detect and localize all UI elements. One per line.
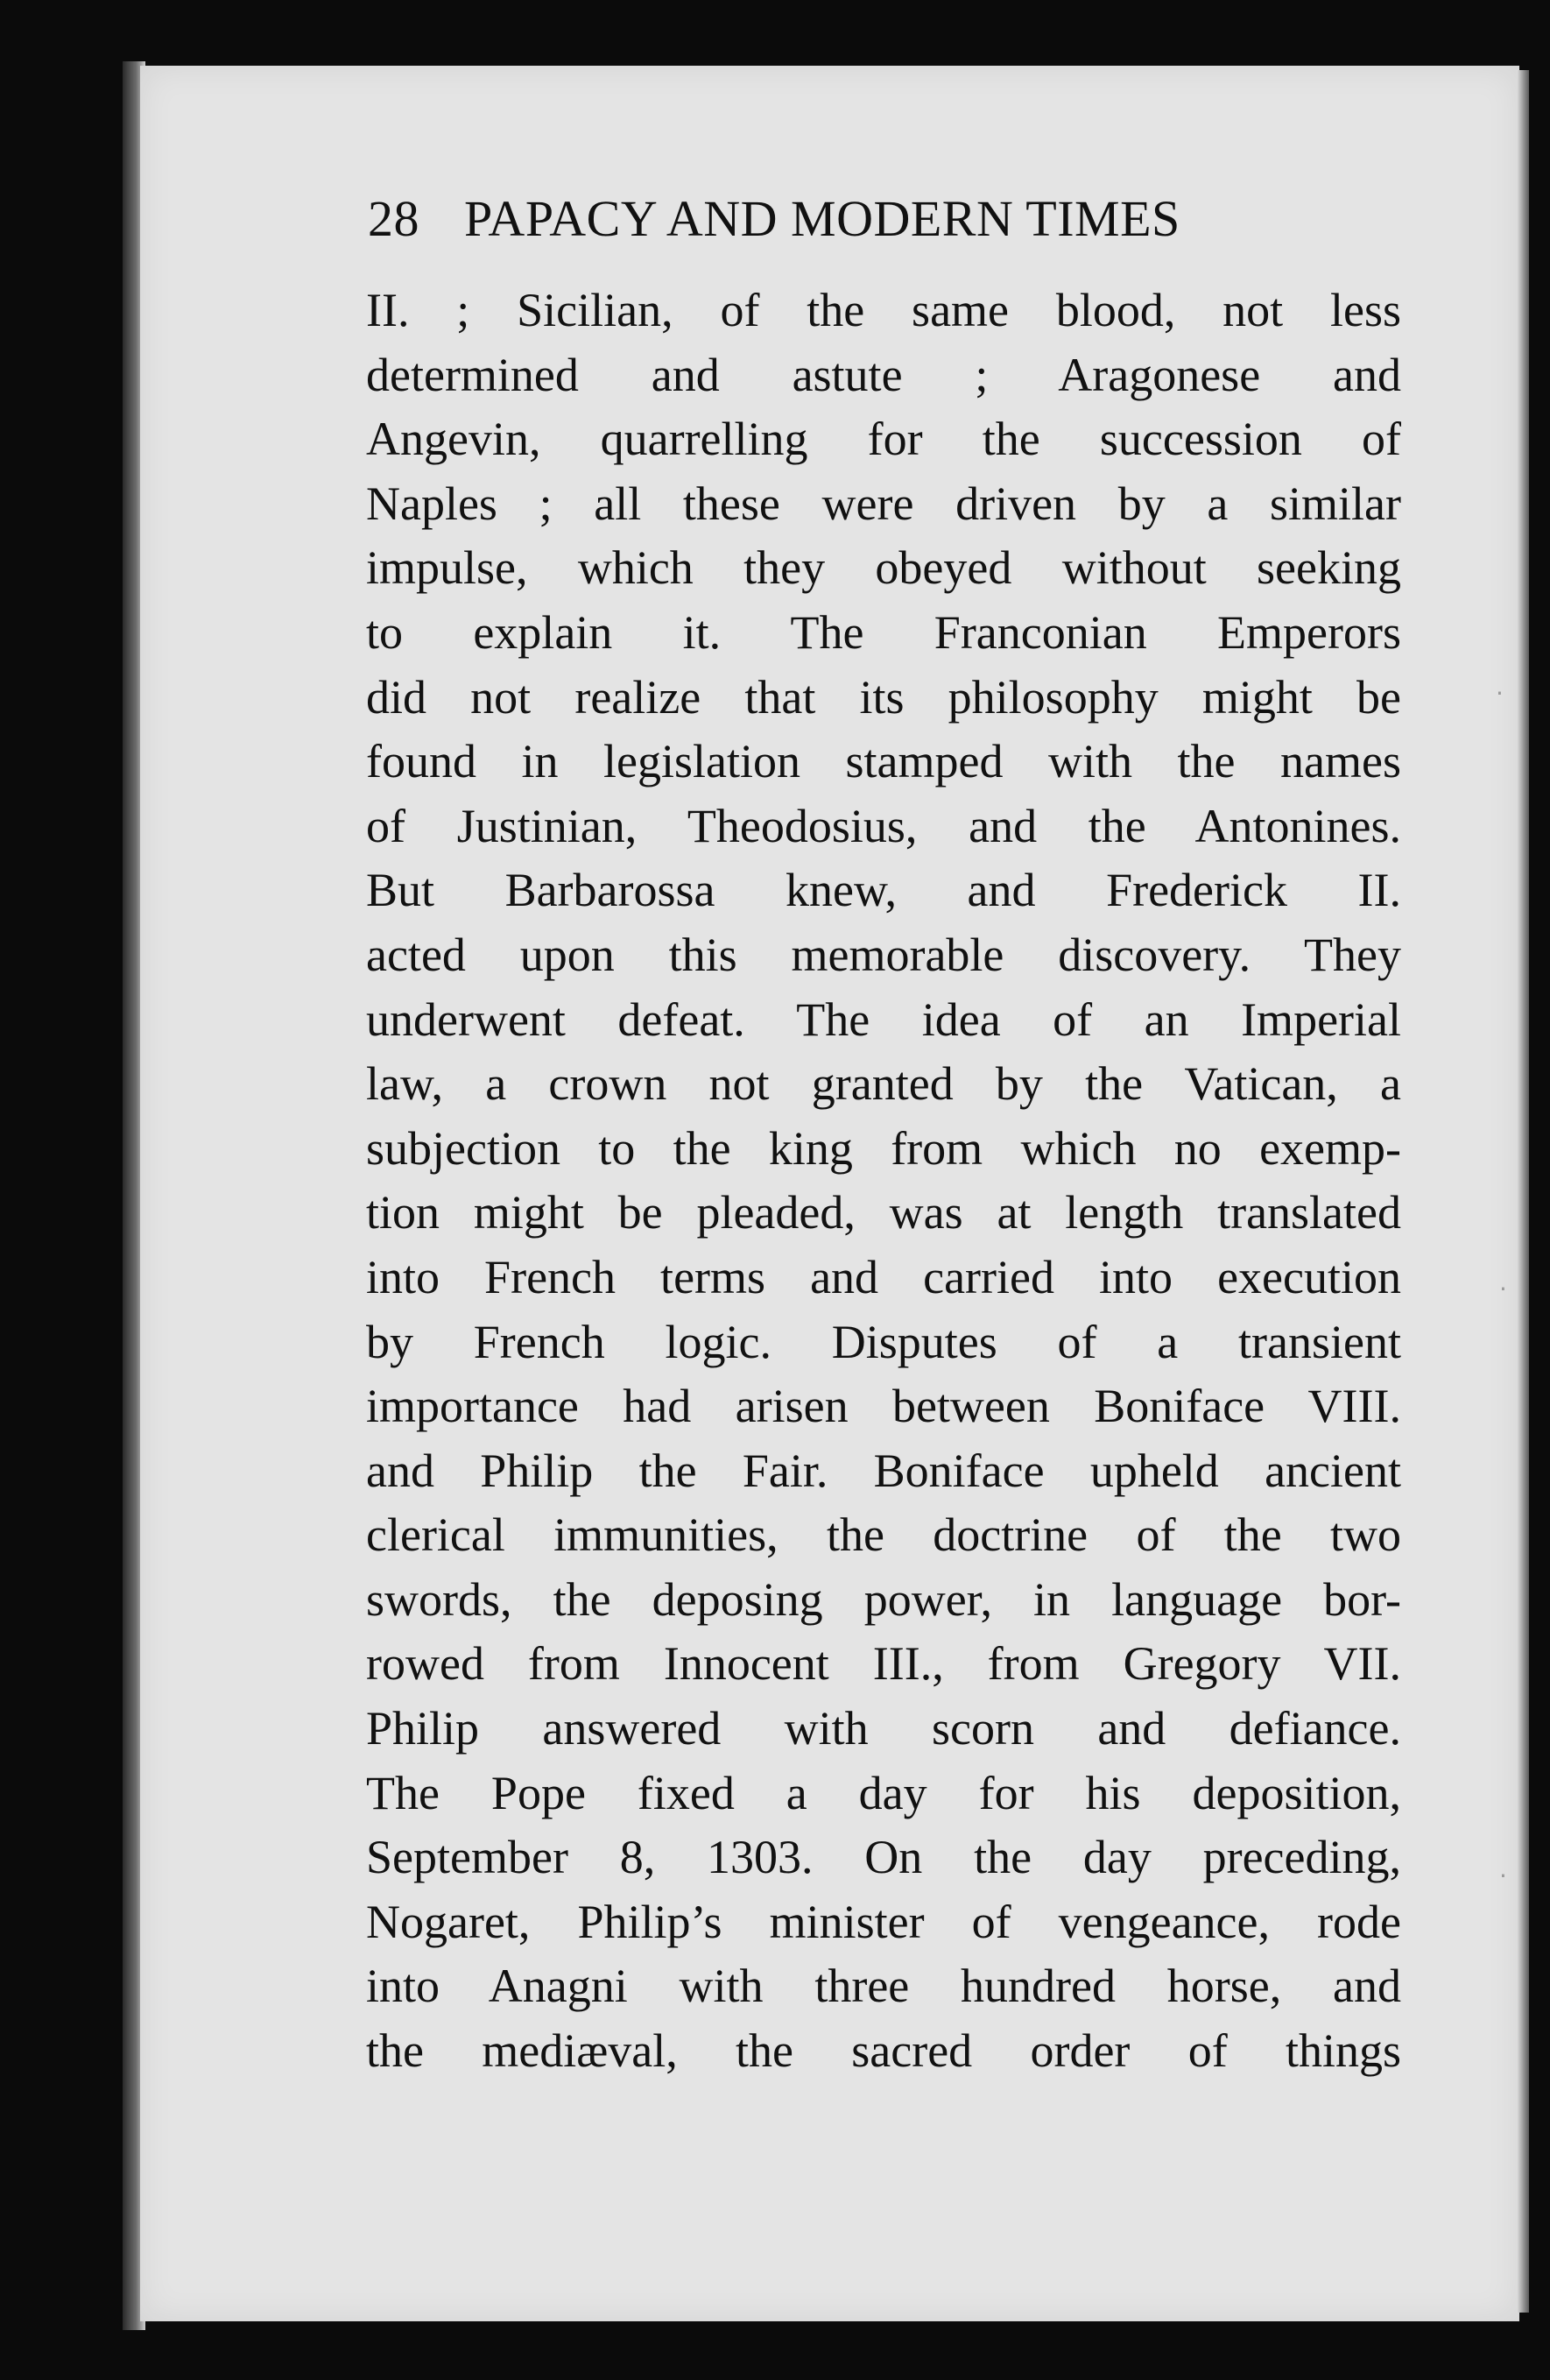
- text-line: II. ; Sicilian, of the same blood, not less: [366, 284, 1401, 336]
- text-line: and Philip the Fair. Boniface upheld ancient: [366, 1444, 1401, 1497]
- text-line: acted upon this memorable discovery. They: [366, 928, 1401, 981]
- text-line: rowed from Innocent III., from Gregory VII.: [366, 1637, 1401, 1691]
- scan-speck: ·: [1499, 1275, 1507, 1303]
- text-line: swords, the deposing power, in language bor-: [366, 1572, 1401, 1626]
- text-line: of Justinian, Theodosius, and the Antonines.: [366, 799, 1401, 852]
- running-header: [368, 184, 1331, 254]
- text-line: clerical immunities, the doctrine of the two: [366, 1508, 1401, 1562]
- text-line: September 8, 1303. On the day preceding,: [366, 1831, 1401, 1884]
- page-right-edge: [1517, 70, 1529, 2313]
- text-line: Naples ; all these were driven by a similar: [366, 477, 1401, 530]
- text-line: subjection to the king from which no exemp-: [366, 1121, 1401, 1175]
- text-line: But Barbarossa knew, and Frederick II.: [366, 864, 1401, 917]
- text-line: the mediæval, the sacred order of things: [366, 2024, 1401, 2078]
- text-line: Angevin, quarrelling for the succession of: [366, 413, 1401, 466]
- text-line: determined and astute ; Aragonese and: [366, 348, 1401, 401]
- text-line: impulse, which they obeyed without seeking: [366, 541, 1401, 595]
- text-line: tion might be pleaded, was at length translated: [366, 1186, 1401, 1239]
- body-text: [366, 279, 1401, 2084]
- text-line: The Pope fixed a day for his deposition,: [366, 1766, 1401, 1819]
- text-line: found in legislation stamped with the names: [366, 735, 1401, 788]
- running-title: PAPACY AND MODERN TIMES: [464, 190, 1180, 247]
- text-line: law, a crown not granted by the Vatican, a: [366, 1057, 1401, 1111]
- scan-speck: ·: [1499, 1861, 1507, 1890]
- text-line: underwent defeat. The idea of an Imperial: [366, 992, 1401, 1046]
- text-line: into Anagni with three hundred horse, and: [366, 1960, 1401, 2013]
- text-line: into French terms and carried into execution: [366, 1250, 1401, 1303]
- page-number: 28: [368, 190, 419, 247]
- scan-speck: ·: [1496, 679, 1504, 708]
- text-line: Philip answered with scorn and defiance.: [366, 1702, 1401, 1755]
- text-line: importance had arisen between Boniface VIII.: [366, 1380, 1401, 1433]
- text-line: did not realize that its philosophy might be: [366, 670, 1401, 724]
- text-line: Nogaret, Philip’s minister of vengeance, rode: [366, 1895, 1401, 1948]
- text-line: to explain it. The Franconian Emperors: [366, 605, 1401, 659]
- text-line: by French logic. Disputes of a transient: [366, 1315, 1401, 1368]
